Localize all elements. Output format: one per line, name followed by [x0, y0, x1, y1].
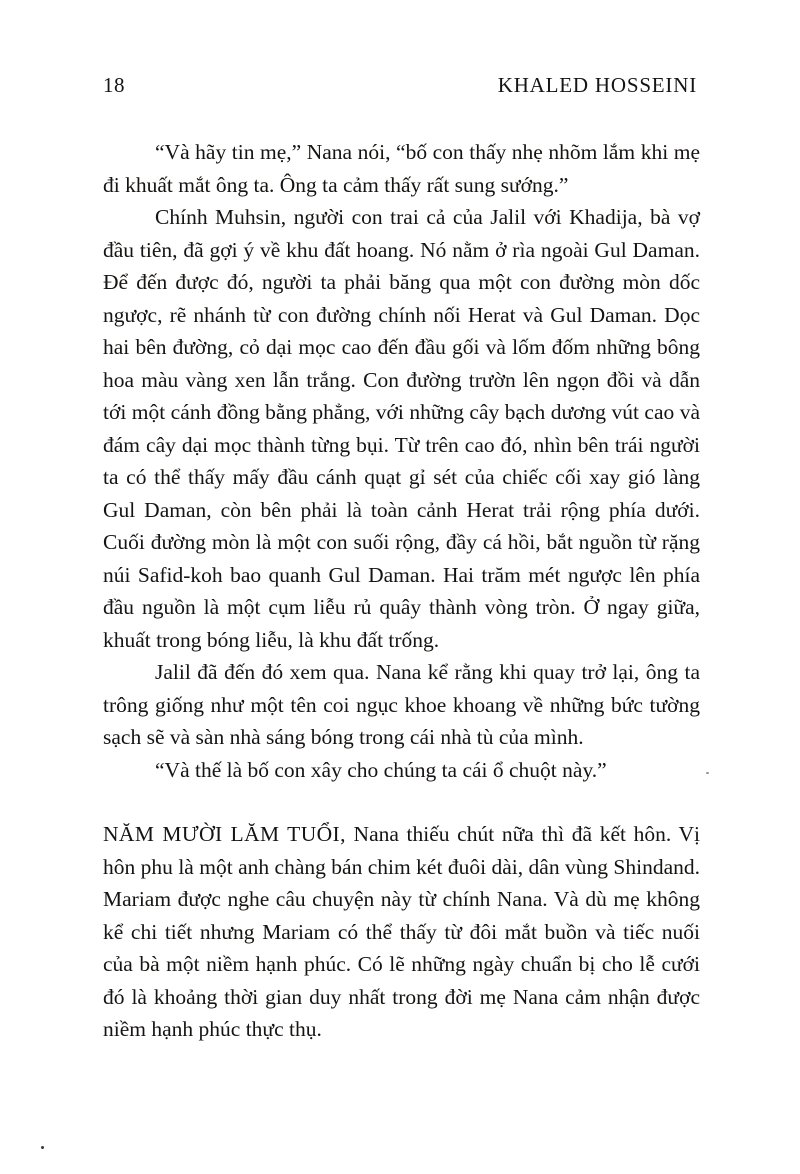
- running-title: KHALED HOSSEINI: [497, 73, 697, 97]
- body-text: [103, 136, 700, 1046]
- paragraph-jalil-visit: Jalil đã đến đó xem qua. Nana kể rằng khi quay trở lại, ông ta trông giống như một tên coi ngục khoe khoang về những bức tường sạch sẽ và sàn nhà sáng bóng trong cái nhà tù của mình.: [103, 660, 700, 749]
- paragraph-new-section: [103, 818, 700, 1046]
- running-header: [103, 72, 697, 98]
- section-lead-caps: NĂM MƯỜI LĂM TUỔI,: [103, 822, 346, 846]
- paragraph-dialogue-2: “Và thế là bố con xây cho chúng ta cái ổ chuột này.”: [155, 757, 607, 782]
- scan-speck: [706, 772, 709, 774]
- page-number: 18: [103, 73, 125, 97]
- section-body-text: Nana thiếu chút nữa thì đã kết hôn. Vị hôn phu là một anh chàng bán chim két đuôi dài, dân vùng Shindand. Mariam được nghe câu chuyện này từ chính Nana. Và dù mẹ không kể chi tiết nhưng Mariam có thể thấy từ đôi mắt buồn và tiếc nuối của bà một niềm hạnh phúc. Có lẽ những ngày chuẩn bị cho lễ cưới đó là khoảng thời gian duy nhất trong đời mẹ Nana cảm nhận được niềm hạnh phúc thực thụ.: [103, 822, 701, 1041]
- paragraph-dialogue-1: “Và hãy tin mẹ,” Nana nói, “bố con thấy nhẹ nhõm lắm khi mẹ đi khuất mắt ông ta. Ông ta cảm thấy rất sung sướng.”: [103, 140, 700, 197]
- scan-speck: [41, 1146, 44, 1149]
- paragraph-description: Chính Muhsin, người con trai cả của Jalil với Khadija, bà vợ đầu tiên, đã gợi ý về khu đất hoang. Nó nằm ở rìa ngoài Gul Daman. Để đến được đó, người ta phải băng qua một con đường mòn dốc ngược, rẽ nhánh từ con đường chính nối Herat và Gul Daman. Dọc hai bên đường, cỏ dại mọc cao đến đầu gối và lốm đốm những bông hoa màu vàng xen lẫn trắng. Con đường trườn lên ngọn đồi và dẫn tới một cánh đồng bằng phẳng, với những cây bạch dương vút cao và đám cây dại mọc thành từng bụi. Từ trên cao đó, nhìn bên trái người ta có thể thấy mấy đầu cánh quạt gỉ sét của chiếc cối xay gió làng Gul Daman, còn bên phải là toàn cảnh Herat trải rộng phía dưới. Cuối đường mòn là một con suối rộng, đầy cá hồi, bắt nguồn từ rặng núi Safid-koh bao quanh Gul Daman. Hai trăm mét ngược lên phía đầu nguồn là một cụm liễu rủ quây thành vòng tròn. Ở ngay giữa, khuất trong bóng liễu, là khu đất trống.: [103, 205, 700, 652]
